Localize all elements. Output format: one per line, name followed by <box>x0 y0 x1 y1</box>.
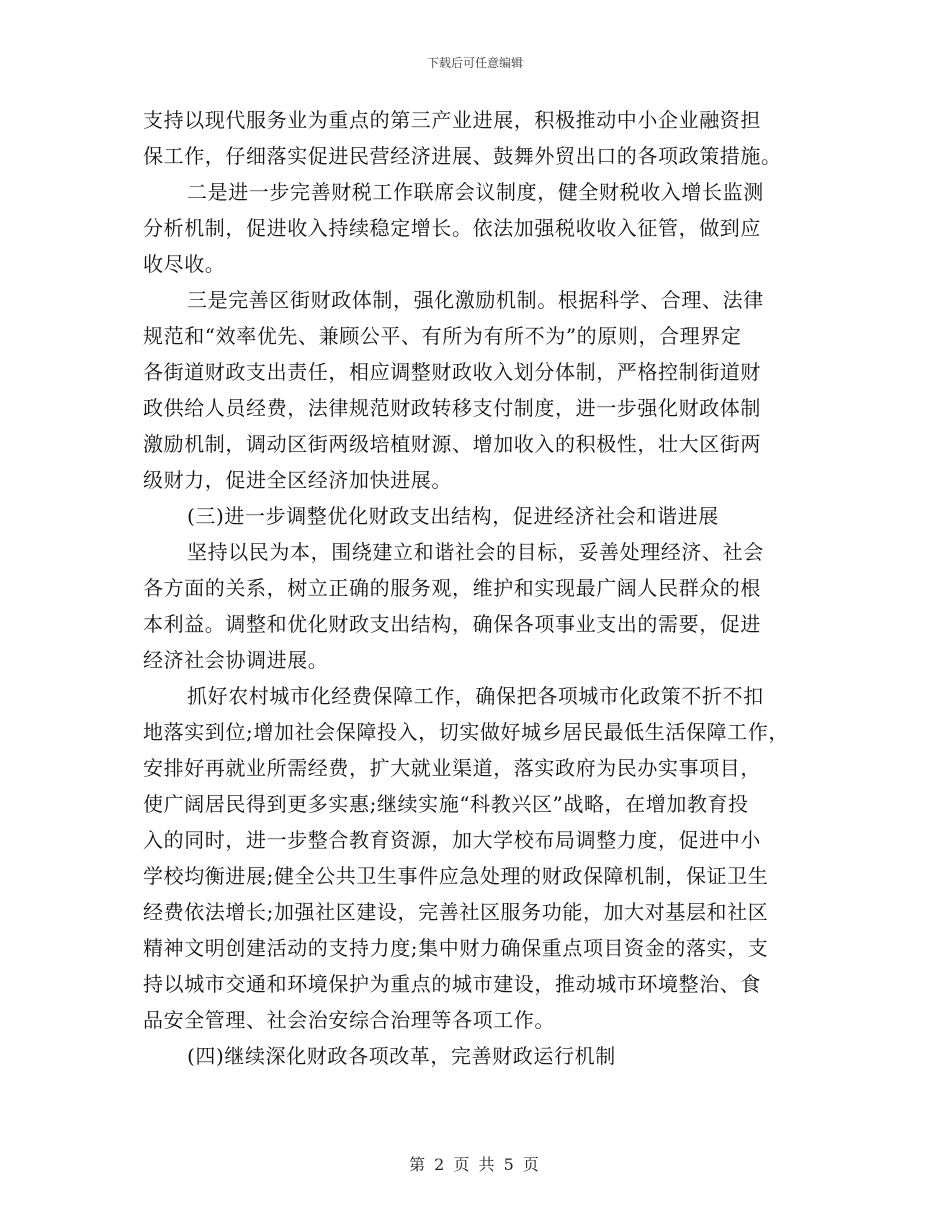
text-line: 支持以现代服务业为重点的第三产业进展，积极推动中小企业融资担 <box>143 108 761 132</box>
text-line: 政供给人员经费，法律规范财政转移支付制度，进一步强化财政体制 <box>143 396 761 420</box>
text-line: 收尽收。 <box>143 252 226 276</box>
text-line: 各方面的关系，树立正确的服务观，维护和实现最广阔人民群众的根 <box>143 576 761 600</box>
text-line: 使广阔居民得到更多实惠;继续实施“科教兴区”战略，在增加教育投 <box>143 792 749 816</box>
text-line: 经济社会协调进展。 <box>143 648 329 672</box>
text-line: 精神文明创建活动的支持力度;集中财力确保重点项目资金的落实，支 <box>143 936 769 960</box>
text-line: 三是完善区街财政体制，强化激励机制。根据科学、合理、法律 <box>187 288 764 312</box>
text-line: 持以城市交通和环境保护为重点的城市建设，推动城市环境整治、食 <box>143 972 761 996</box>
text-line: 经费依法增长;加强社区建设，完善社区服务功能，加大对基层和社区 <box>143 900 769 924</box>
text-line: 品安全管理、社会治安综合治理等各项工作。 <box>143 1008 555 1032</box>
text-line: 规范和“效率优先、兼顾公平、有所为有所不为”的原则，合理界定 <box>143 324 742 348</box>
text-line: 地落实到位;增加社会保障投入，切实做好城乡居民最低生活保障工作， <box>143 720 789 744</box>
document-body <box>143 102 823 1074</box>
text-line: (三)进一步调整优化财政支出结构，促进经济社会和谐进展 <box>187 504 719 528</box>
text-line: (四)继续深化财政各项改革，完善财政运行机制 <box>187 1044 616 1068</box>
text-line: 分析机制，促进收入持续稳定增长。依法加强税收收入征管，做到应 <box>143 216 761 240</box>
text-line: 级财力，促进全区经济加快进展。 <box>143 468 452 492</box>
text-line: 各街道财政支出责任，相应调整财政收入划分体制，严格控制街道财 <box>143 360 761 384</box>
page-header-note: 下载后可任意编辑 <box>426 56 523 70</box>
page-number-footer: 第 2 页 共 5 页 <box>409 1155 541 1174</box>
text-line: 保工作，仔细落实促进民营经济进展、鼓舞外贸出口的各项政策措施。 <box>143 144 782 168</box>
text-line: 入的同时，进一步整合教育资源，加大学校布局调整力度，促进中小 <box>143 828 761 852</box>
text-line: 二是进一步完善财税工作联席会议制度，健全财税收入增长监测 <box>187 180 764 204</box>
text-line: 激励机制，调动区街两级培植财源、增加收入的积极性，壮大区街两 <box>143 432 761 456</box>
text-line: 本利益。调整和优化财政支出结构，确保各项事业支出的需要，促进 <box>143 612 761 636</box>
text-line: 抓好农村城市化经费保障工作，确保把各项城市化政策不折不扣 <box>187 684 764 708</box>
text-line: 坚持以民为本，围绕建立和谐社会的目标，妥善处理经济、社会 <box>187 540 764 564</box>
text-line: 学校均衡进展;健全公共卫生事件应急处理的财政保障机制，保证卫生 <box>143 864 769 888</box>
text-line: 安排好再就业所需经费，扩大就业渠道，落实政府为民办实事项目， <box>143 756 761 780</box>
